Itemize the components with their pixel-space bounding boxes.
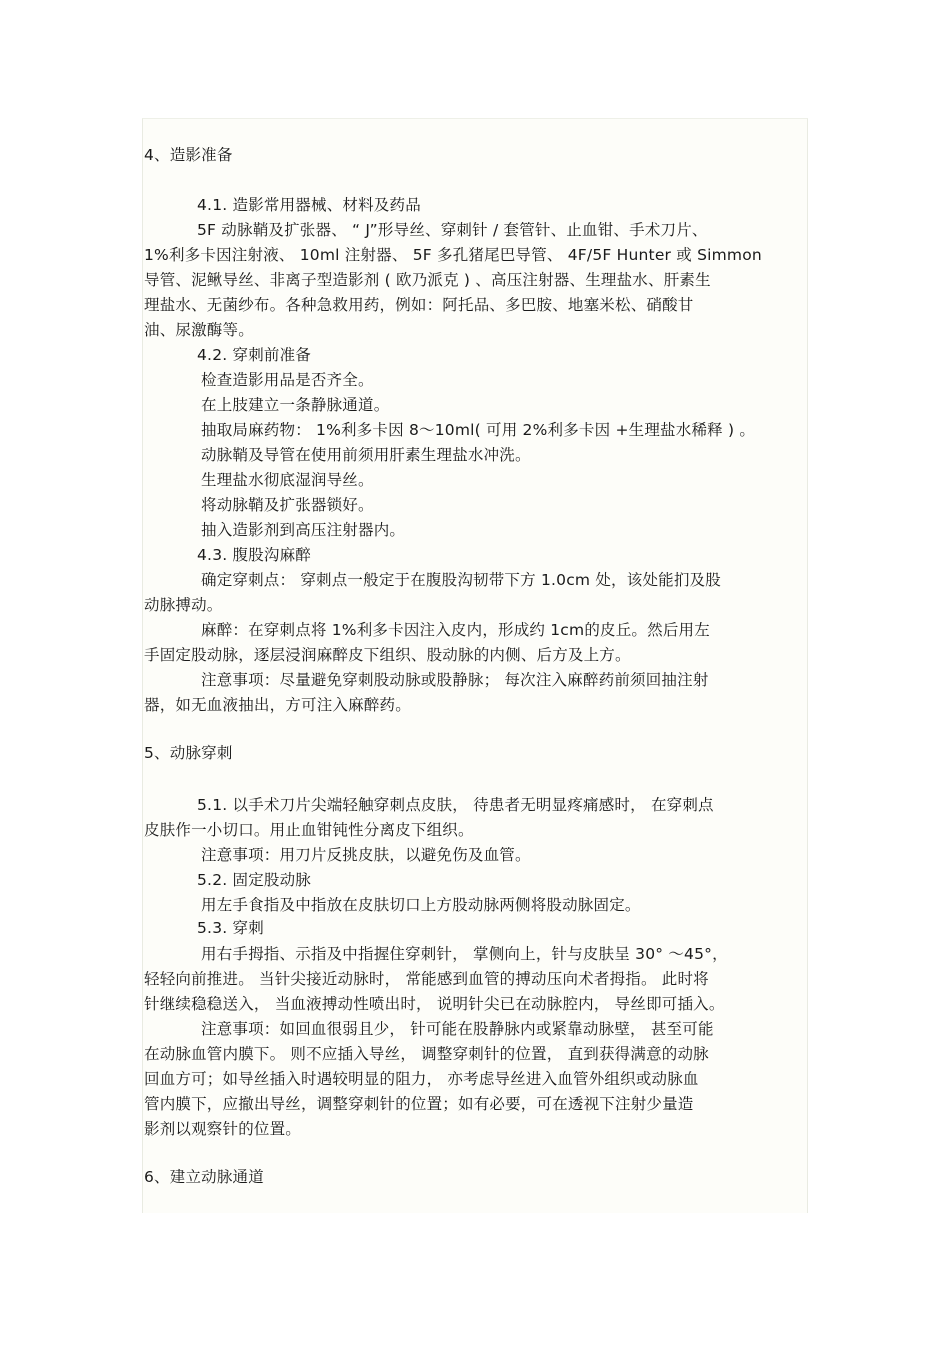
paragraph-line: 皮肤作一小切口。用止血钳钝性分离皮下组织。 <box>144 821 474 839</box>
paragraph-line: 注意事项：用刀片反挑皮肤，以避免伤及血管。 <box>201 846 531 864</box>
prep-item: 抽取局麻药物： 1%利多卡因 8～10ml( 可用 2%利多卡因 +生理盐水稀释 ) 。 <box>201 421 756 439</box>
subsection-5-3-title: 5.3. 穿刺 <box>197 919 264 937</box>
paragraph-line: 影剂以观察针的位置。 <box>144 1120 302 1138</box>
subsection-4-1-title: 4.1. 造影常用器械、材料及药品 <box>197 196 421 214</box>
section-6-heading: 6、建立动脉通道 <box>144 1168 264 1186</box>
prep-item: 生理盐水彻底湿润导丝。 <box>201 471 374 489</box>
subsection-4-1-line: 导管、泥鳅导丝、非离子型造影剂 ( 欧乃派克 ) 、高压注射器、生理盐水、肝素生 <box>144 271 711 289</box>
paragraph-line: 5.1. 以手术刀片尖端轻触穿刺点皮肤， 待患者无明显疼痛感时， 在穿刺点 <box>197 796 714 814</box>
paragraph-line: 管内膜下，应撤出导丝，调整穿刺针的位置；如有必要，可在透视下注射少量造 <box>144 1095 694 1113</box>
paragraph-line: 轻轻向前推进。 当针尖接近动脉时， 常能感到血管的搏动压向术者拇指。 此时将 <box>144 970 709 988</box>
paragraph-line: 用左手食指及中指放在皮肤切口上方股动脉两侧将股动脉固定。 <box>201 896 641 914</box>
paragraph-line: 注意事项：如回血很弱且少， 针可能在股静脉内或紧靠动脉壁， 甚至可能 <box>201 1020 714 1038</box>
subsection-5-2-title: 5.2. 固定股动脉 <box>197 871 312 889</box>
paragraph-line: 回血方可；如导丝插入时遇较明显的阻力， 亦考虑导丝进入血管外组织或动脉血 <box>144 1070 699 1088</box>
prep-item: 动脉鞘及导管在使用前须用肝素生理盐水冲洗。 <box>201 446 531 464</box>
paragraph-line: 在动脉血管内膜下。 则不应插入导丝， 调整穿刺针的位置， 直到获得满意的动脉 <box>144 1045 709 1063</box>
paragraph-line: 确定穿刺点： 穿刺点一般定于在腹股沟韧带下方 1.0cm 处，该处能扪及股 <box>201 571 721 589</box>
paragraph-line: 麻醉：在穿刺点将 1%利多卡因注入皮内，形成约 1cm的皮丘。然后用左 <box>201 621 710 639</box>
subsection-4-3-title: 4.3. 腹股沟麻醉 <box>197 546 312 564</box>
paragraph-line: 针继续稳稳送入， 当血液搏动性喷出时， 说明针尖已在动脉腔内， 导丝即可插入。 <box>144 995 725 1013</box>
prep-item: 检查造影用品是否齐全。 <box>201 371 374 389</box>
subsection-4-1-line: 5F 动脉鞘及扩张器、 “ J”形导丝、穿刺针 / 套管针、止血钳、手术刀片、 <box>197 221 708 239</box>
paragraph-line: 手固定股动脉，逐层浸润麻醉皮下组织、股动脉的内侧、后方及上方。 <box>144 646 631 664</box>
section-4-heading: 4、造影准备 <box>144 146 233 164</box>
prep-item: 将动脉鞘及扩张器锁好。 <box>201 496 374 514</box>
prep-item: 抽入造影剂到高压注射器内。 <box>201 521 406 539</box>
paragraph-line: 动脉搏动。 <box>144 596 223 614</box>
subsection-4-1-line: 理盐水、无菌纱布。各种急救用药，例如：阿托品、多巴胺、地塞米松、硝酸甘 <box>144 296 694 314</box>
paragraph-line: 器，如无血液抽出，方可注入麻醉药。 <box>144 696 411 714</box>
section-5-heading: 5、动脉穿刺 <box>144 744 233 762</box>
subsection-4-1-line: 1%利多卡因注射液、 10ml 注射器、 5F 多孔猪尾巴导管、 4F/5F Hunter 或 Simmon <box>144 246 762 264</box>
subsection-4-1-line: 油、尿激酶等。 <box>144 321 254 339</box>
subsection-4-2-title: 4.2. 穿刺前准备 <box>197 346 312 364</box>
paragraph-line: 用右手拇指、示指及中指握住穿刺针， 掌侧向上，针与皮肤呈 30° ～45°， <box>201 945 728 963</box>
paragraph-line: 注意事项：尽量避免穿刺股动脉或股静脉； 每次注入麻醉药前须回抽注射 <box>201 671 709 689</box>
prep-item: 在上肢建立一条静脉通道。 <box>201 396 390 414</box>
